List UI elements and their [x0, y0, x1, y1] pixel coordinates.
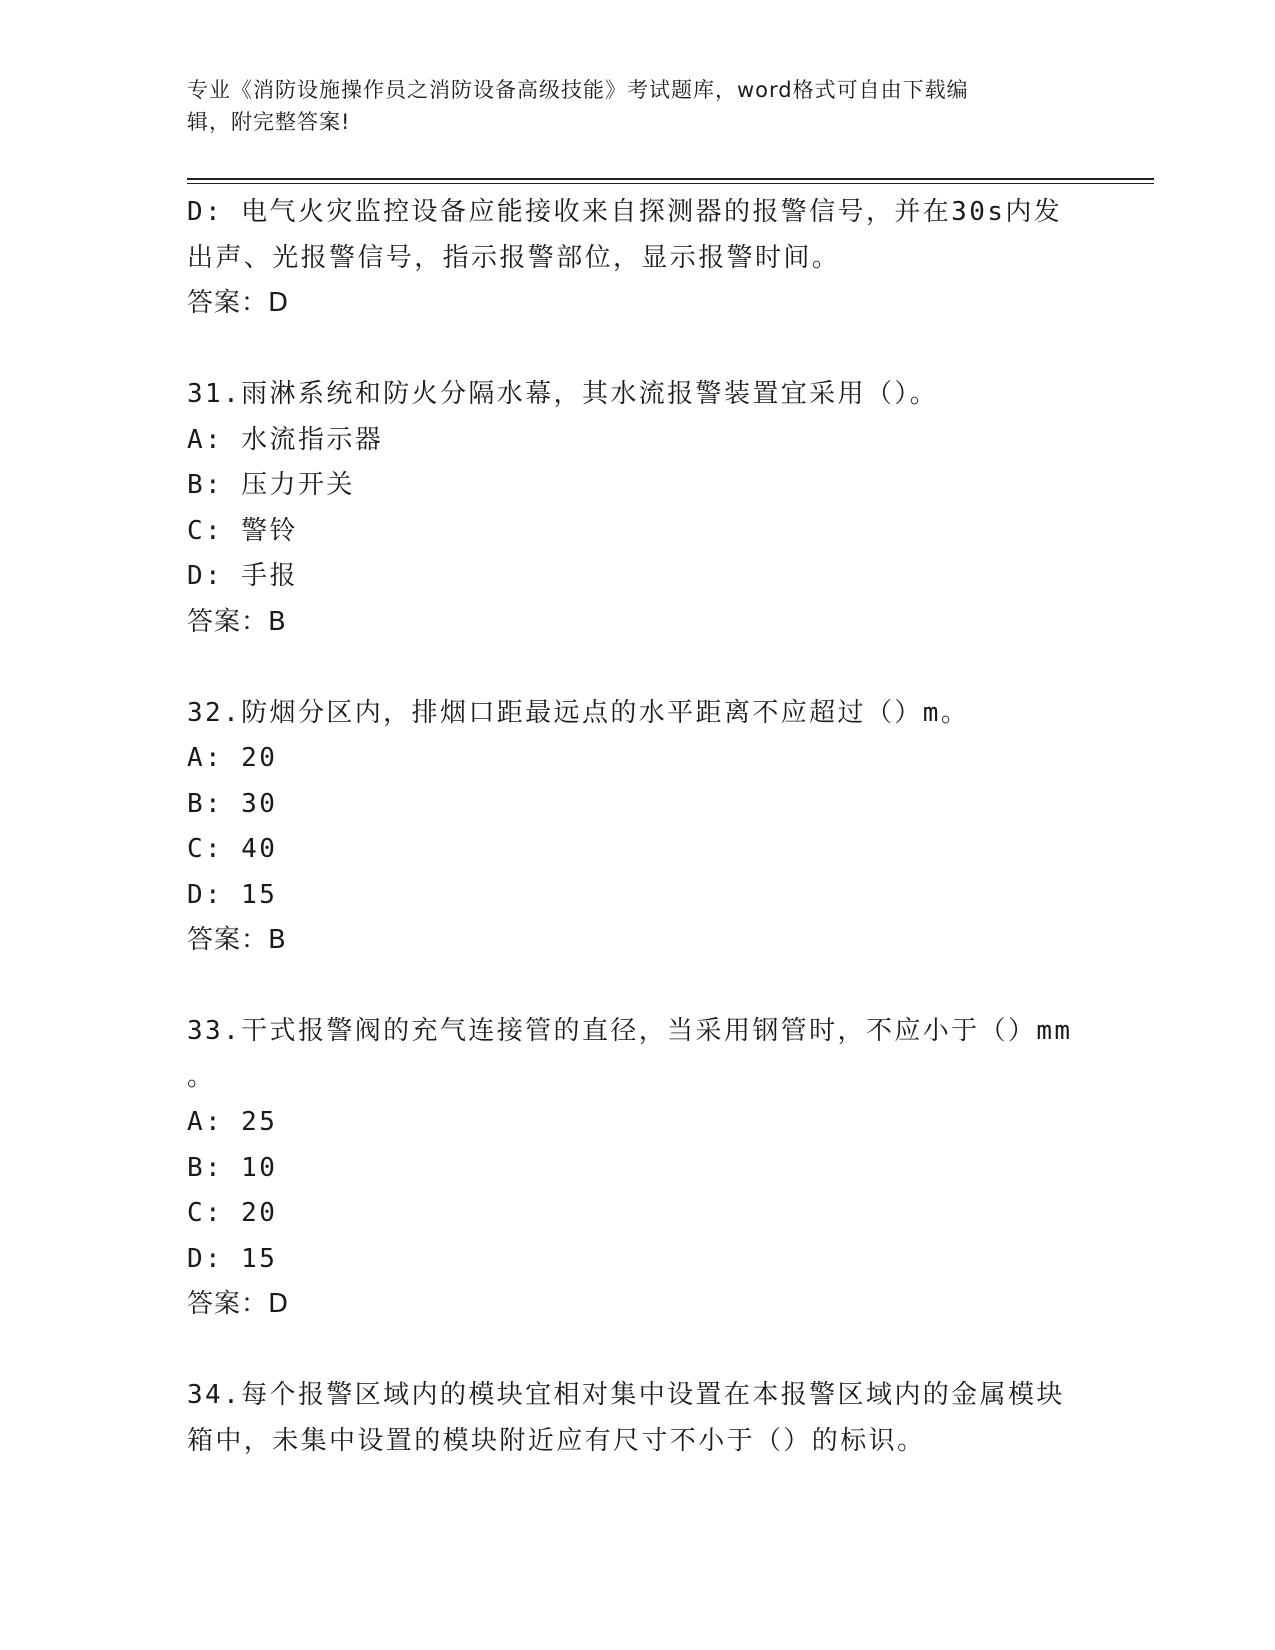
question-stem: 33.干式报警阀的充气连接管的直径，当采用钢管时，不应小于（）mm [187, 1016, 1073, 1046]
option-b: B: 10 [187, 1152, 278, 1183]
spacer [187, 1328, 1087, 1374]
header-line-1: 专业《消防设施操作员之消防设备高级技能》考试题库，word格式可自由下载编 [187, 78, 969, 102]
question-stem-continued: 。 [187, 1061, 216, 1092]
option-d: D: 手报 [187, 561, 298, 591]
option-c: C: 40 [187, 834, 278, 864]
option-b: B: 30 [187, 788, 278, 819]
question-content [187, 190, 1087, 1464]
option-d: D: 15 [187, 1243, 278, 1274]
answer-line: 答案：D [187, 288, 290, 318]
spacer [187, 327, 1087, 373]
question-stem-continued: 箱中，未集中设置的模块附近应有尺寸不小于（）的标识。 [187, 1425, 926, 1456]
answer-line: 答案：B [187, 606, 287, 637]
header-line-2: 辑，附完整答案! [187, 110, 351, 134]
spacer [187, 645, 1087, 691]
option-b: B: 压力开关 [187, 470, 355, 500]
option-d-line-1: D: 电气火灾监控设备应能接收来自探测器的报警信号，并在30s内发 [187, 197, 1063, 227]
answer-line: 答案：D [187, 1289, 290, 1319]
option-c: C: 20 [187, 1198, 278, 1228]
answer-line: 答案：B [187, 925, 287, 955]
option-d: D: 15 [187, 879, 278, 910]
option-a: A: 25 [187, 1107, 278, 1137]
question-stem: 34.每个报警区域内的模块宜相对集中设置在本报警区域内的金属模块 [187, 1380, 1065, 1410]
option-a: A: 20 [187, 743, 278, 773]
header-rule-thin [187, 183, 1154, 184]
question-stem: 31.雨淋系统和防火分隔水幕，其水流报警装置宜采用（）。 [187, 379, 939, 409]
option-a: A: 水流指示器 [187, 424, 384, 455]
option-d-line-2: 出声、光报警信号，指示报警部位，显示报警时间。 [187, 242, 841, 273]
header-rule-thick [187, 178, 1154, 180]
page-header [187, 74, 1067, 138]
option-c: C: 警铃 [187, 515, 298, 546]
question-stem: 32.防烟分区内，排烟口距最远点的水平距离不应超过（）m。 [187, 697, 970, 728]
spacer [187, 964, 1087, 1010]
